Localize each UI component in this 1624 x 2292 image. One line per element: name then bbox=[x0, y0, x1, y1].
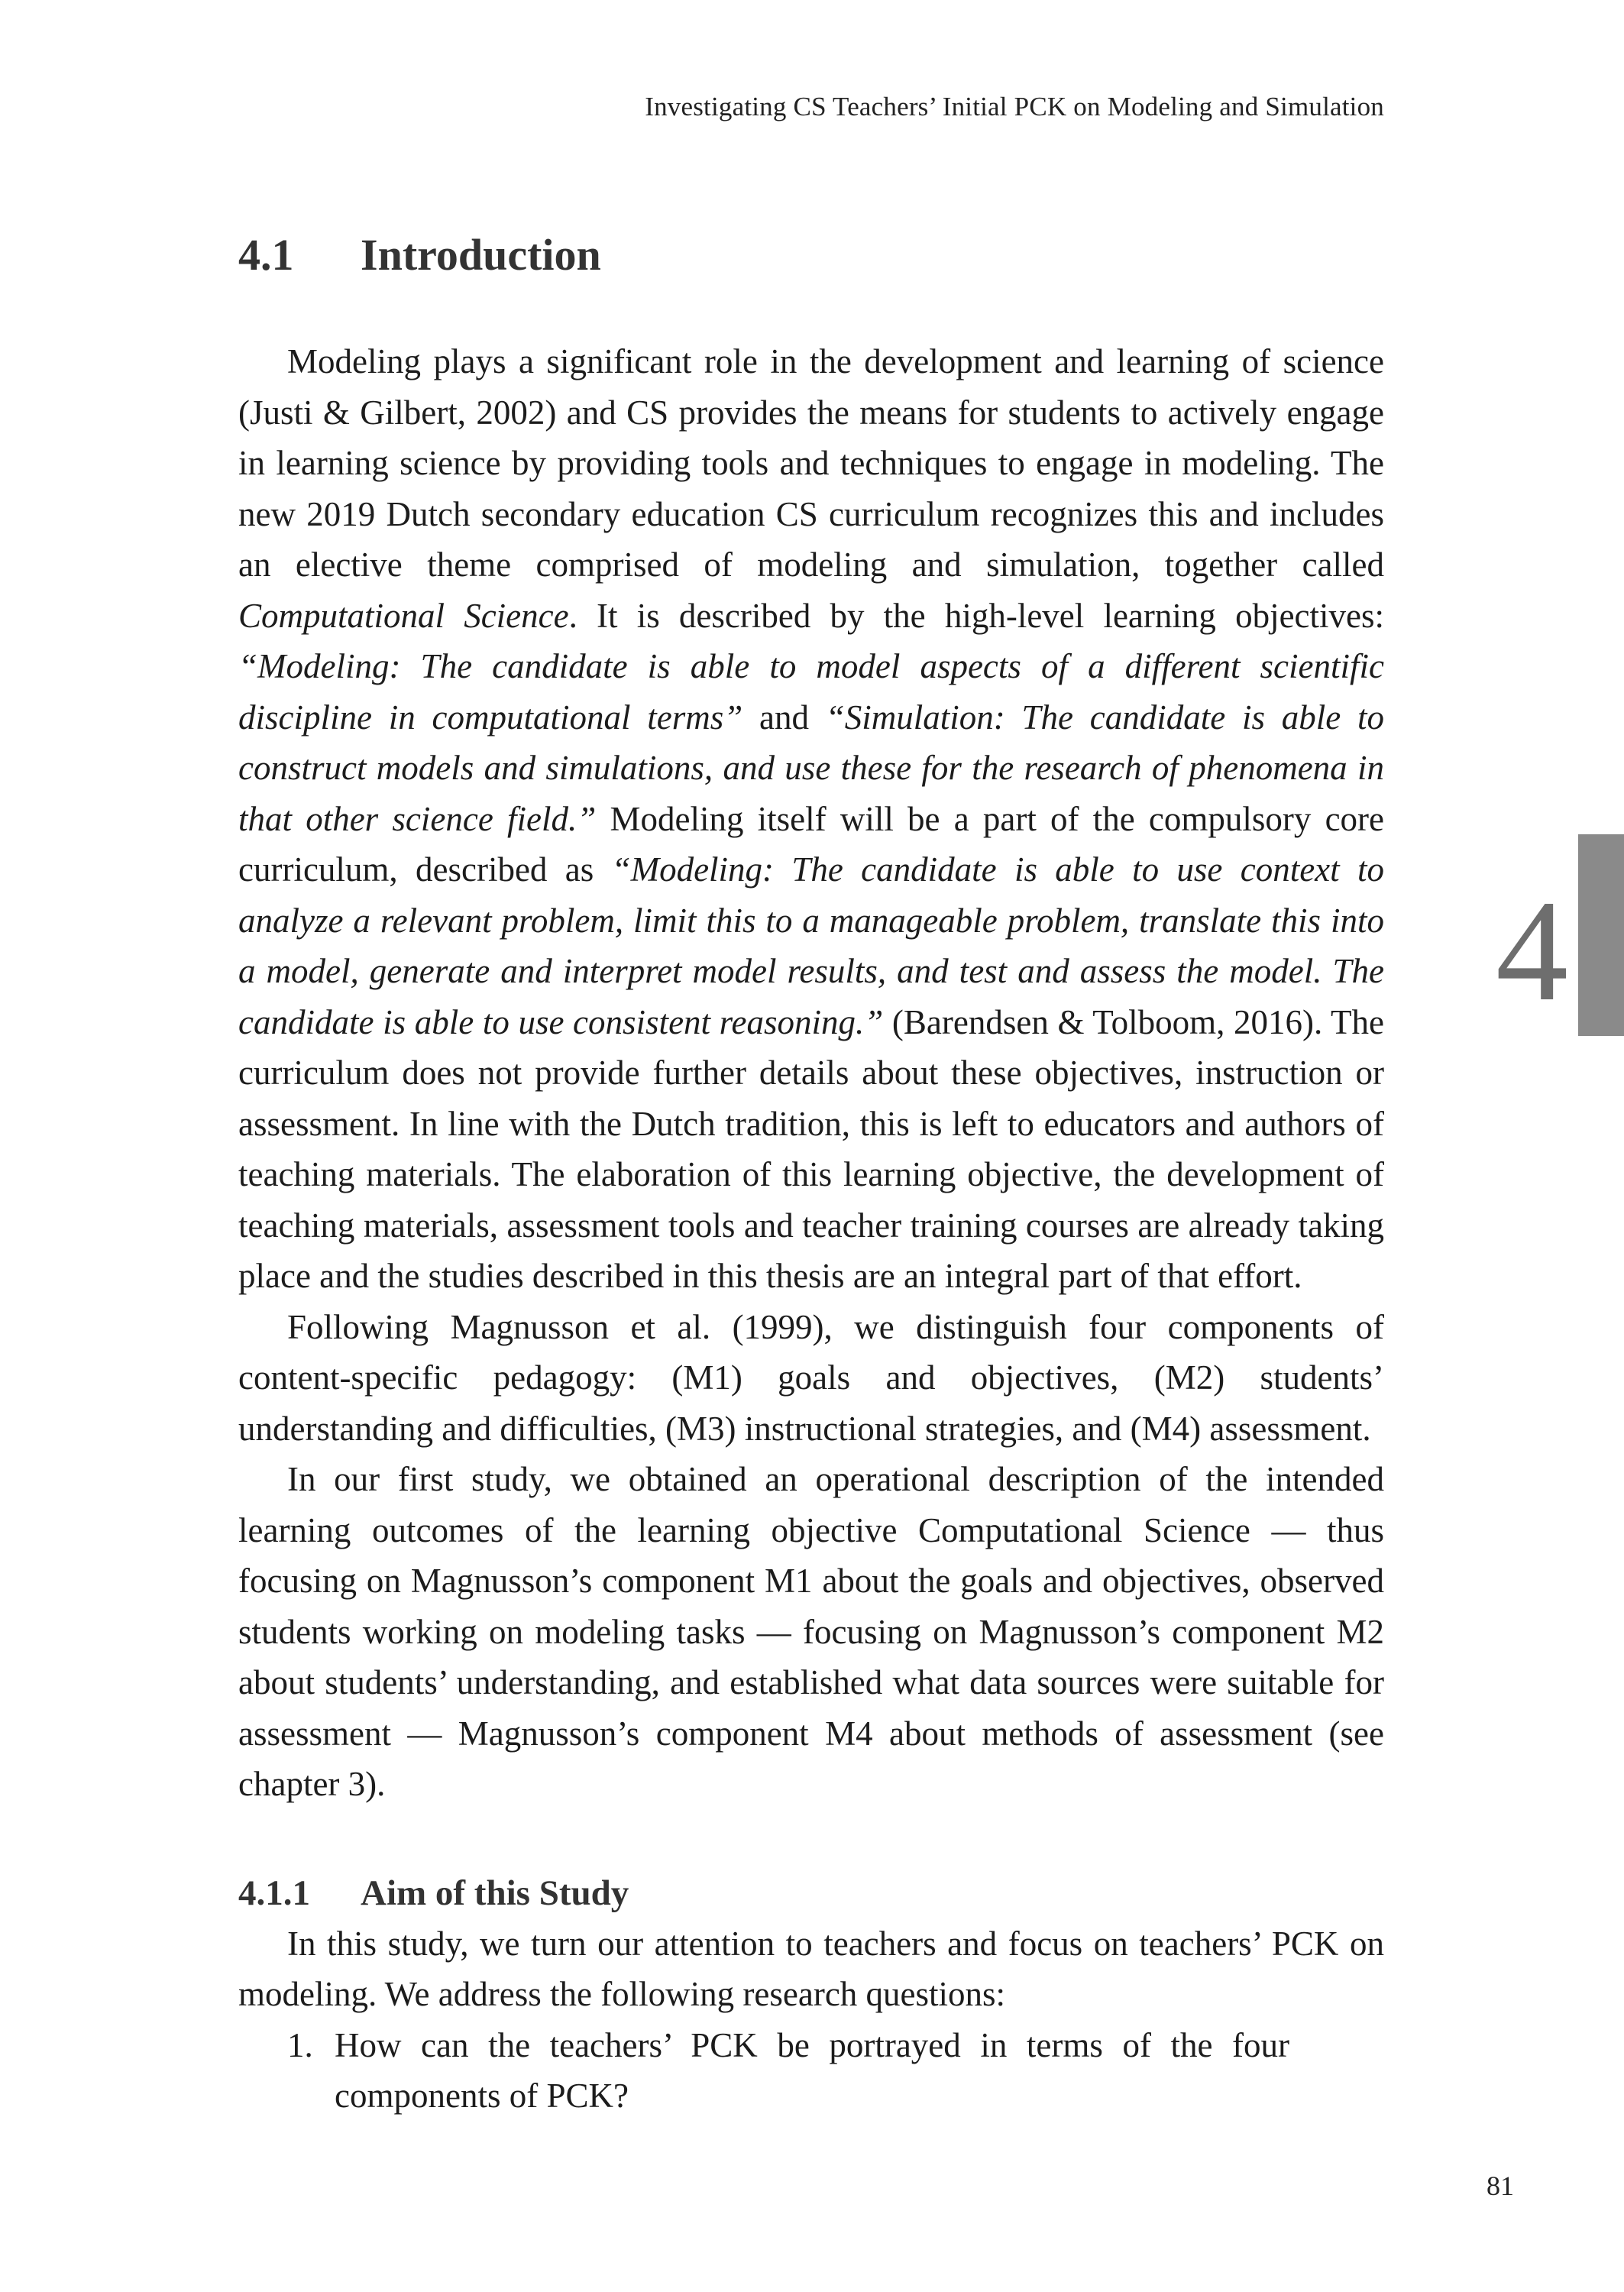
research-question-item bbox=[238, 2020, 1384, 2122]
subsection-heading bbox=[238, 1868, 1384, 1918]
list-marker: 1. bbox=[287, 2025, 313, 2064]
p1-quote-simulation: “Simulation: The candidate is able to construct models and simulations, and use these for the research of phenomena in that other science field.” bbox=[238, 698, 1384, 838]
paragraph-2: Following Magnusson et al. (1999), we distinguish four components of content-specific pedagogy: (M1) goals and objectives, (M2) students’ understanding and difficulties, (M3) instructional strategies, and (M4) assessment. bbox=[238, 1307, 1384, 1448]
section-title: Introduction bbox=[361, 230, 601, 280]
p1-term-computational-science: Computational Science bbox=[238, 596, 569, 635]
research-question-text: How can the teachers’ PCK be portrayed in terms of the four components of PCK? bbox=[335, 2025, 1289, 2115]
p1-text-4: Modeling itself will be a part of the compulsory core curriculum, described as bbox=[238, 799, 1384, 889]
chapter-thumb-tab bbox=[1578, 834, 1624, 1036]
subsection-number: 4.1.1 bbox=[238, 1873, 310, 1913]
paragraph-1 bbox=[238, 336, 1384, 1302]
subsection-intro: In this study, we turn our attention to teachers and focus on teachers’ PCK on modeling. We address the following research questions: bbox=[238, 1924, 1384, 2013]
p1-quote-core-modeling: “Modeling: The candidate is able to use context to analyze a relevant problem, limit this to a manageable problem, translate this into a model, generate and interpret model results, and test and assess the model. The candidate is able to use consistent reasoning.” bbox=[238, 850, 1384, 1041]
p1-text-2: . It is described by the high-level learning objectives: bbox=[568, 596, 1385, 635]
body-text bbox=[238, 336, 1384, 2122]
section-heading bbox=[238, 229, 601, 280]
p1-text-5: (Barendsen & Tolboom, 2016). The curriculum does not provide further details about these objectives, instruction or assessment. In line with the Dutch tradition, this is left to educators and authors of teaching materials. The elaboration of this learning objective, the development of teaching materials, assessment tools and teacher training courses are already taking place and the studies described in this thesis are an integral part of that effort. bbox=[238, 1002, 1385, 1295]
p1-text-3: and bbox=[742, 698, 826, 736]
running-header: Investigating CS Teachers’ Initial PCK on Modeling and Simulation bbox=[645, 92, 1384, 121]
paragraph-3: In our first study, we obtained an operational description of the intended learning outcomes of the learning objective Computational Science — thus focusing on Magnusson’s component M1 about the goals and objectives, observed students working on modeling tasks — focusing on Magnusson’s component M2 about students’ understanding, and established what data sources were suitable for assessment — Magnusson’s component M4 about methods of assessment (see chapter 3). bbox=[238, 1460, 1384, 1803]
subsection-title: Aim of this Study bbox=[361, 1873, 629, 1913]
chapter-thumb-number: 4 bbox=[1496, 871, 1568, 1031]
research-questions-list bbox=[238, 2020, 1384, 2122]
section-number: 4.1 bbox=[238, 230, 294, 280]
p1-text-1: Modeling plays a significant role in the development and learning of science (Justi & Gilbert, 2002) and CS provides the means for students to actively engage in learning science by providing tools and techniques to engage in modeling. The new 2019 Dutch secondary education CS curriculum recognizes this and includes an elective theme comprised of modeling and simulation, together called bbox=[238, 342, 1384, 584]
p1-quote-modeling: “Modeling: The candidate is able to model aspects of a different scientific discipline in computational terms” bbox=[238, 647, 1384, 736]
page-number: 81 bbox=[1487, 2171, 1514, 2201]
